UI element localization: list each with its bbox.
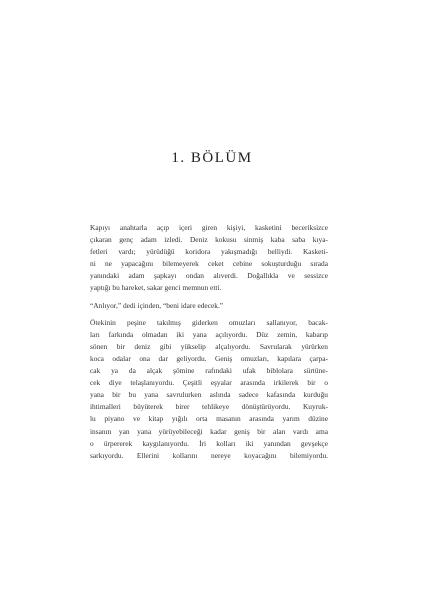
text-line: yanındaki adam şapkayı ondan alıverdi. Doğallıkla ve sessizce [90,271,328,281]
text-line: insanın yan yana yürüyebileceği kadar geniş bir alan vardı ama [90,426,328,436]
text-line: cak ya da alçak şömine rafındaki ufak biblolara sürtüne- [90,366,328,376]
text-line: ihtimalleri büyüterek birer tehlikeye dönüştürüyordu. Kuyruk- [90,402,328,412]
text-line: o ürpererek kaygılanıyordu. İri kolları iki yanından gevşekçe [90,438,328,448]
text-line: fetleri vardı; yürüdüğü koridora yakışmadığı belliydi. Kasketi- [90,247,328,257]
text-line: sarkıyordu. Ellerini kollarını nereye koyacağını bilemiyordu. [90,450,328,460]
chapter-body [90,222,328,467]
text-line: yaptığı bu hareket, sakar genci memnun etti. [90,283,222,293]
text-line: sönen bir deniz gibi yükselip alçalıyordu. Savrularak yürürken [90,341,328,351]
text-line: ni ne yapacağını bilemeyerek ceket cebine sokuşturduğu sırada [90,259,328,269]
text-line: koca odalar ona dar geliyordu. Geniş omuzları, kapılara çarpa- [90,353,328,363]
paragraph-3 [90,317,328,462]
text-line: cek diye telaşlanıyordu. Çeşitli eşyalar arasında irkilerek bir o [90,378,328,388]
text-line: Kapıyı anahtarla açıp içeri giren kişiyi, kasketini beceriksizce [90,223,328,232]
text-line: Ötekinin peşine takılmış giderken omuzları sallanıyor, bacak- [90,317,328,327]
text-line: yana bir bu yana savrulurken aslında sadece kafasında kurduğu [90,390,328,400]
text-line: “Anlıyor,” dedi içinden, “beni idare edecek.” [90,300,224,310]
text-line: ları farkında olmadan iki yana açılıyordu. Düz zemin, kabarıp [90,329,328,339]
paragraph-1 [90,222,328,295]
paragraph-2 [90,300,328,312]
text-line: çıkaran genç adam izledi. Deniz kokusu sinmiş kaba saba kıya- [90,235,328,245]
text-line: lu piyano ve kitap yığılı orta masanın arasında yarım düzine [90,414,328,424]
chapter-title: 1. BÖLÜM [171,150,253,166]
